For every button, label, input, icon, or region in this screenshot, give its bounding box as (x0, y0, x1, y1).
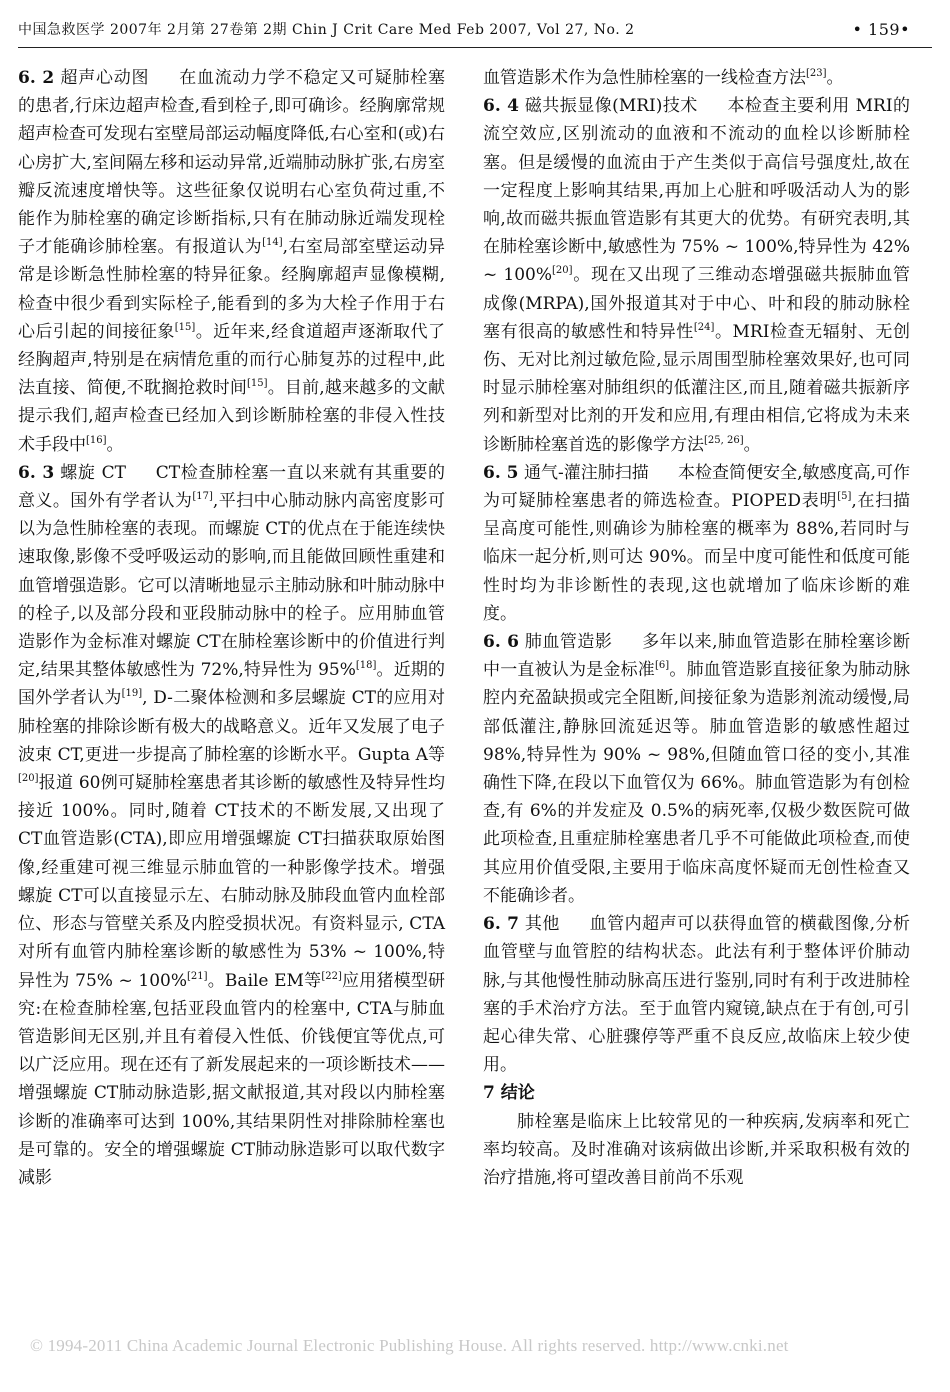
paragraph-text: 应用猪模型研究:在检查肺栓塞,包括亚段血管内的栓塞中, CTA与肺血管造影间无区别,并且有着侵入性低、价钱便宜等优点,可以广泛应用。现在还有了新发展起来的一项诊断技术——增强螺旋 CT肺动脉造影,据文献报道,其对段以内肺栓塞诊断的准确率可达到 100%,其结果阴性对排除肺栓塞也是可靠的。安全的增强螺旋 CT肺动脉造影可以取代数字减影 (18, 970, 446, 1188)
citation[interactable]: [18] (355, 660, 377, 672)
citation[interactable]: [17] (192, 491, 213, 503)
section-number: 6. 3 (18, 462, 55, 483)
citation[interactable]: [14] (262, 237, 283, 249)
paragraph-text: 血管内超声可以获得血管的横截图像,分析血管壁与血管腔的结构状态。此法有利于整体评价肺动脉,与其他慢性肺动脉高压进行鉴别,同时有利于改进肺栓塞的手术治疗方法。至于血管内窥镜,缺点在于有创,可引起心律失常、心脏骤停等严重不良反应,故临床上较少使用。 (483, 914, 911, 1076)
paragraph-text: 。肺血管造影直接征象为肺动脉腔内充盈缺损或完全阻断,间接征象为造影剂流动缓慢,局部低灌注,静脉回流延迟等。肺血管造影的敏感性超过 98%,特异性为 90% ~ 98%,但随血管口径的变小,其准确性下降,在段以下血管仅为 66%。肺血管造影为有创检查,有 6%的并发症及 0.5%的病死率,仅极少数医院可做此项检查,且重症肺栓塞患者几乎不可能做此项检查,而使其应用价值受限,主要用于临床高度怀疑而无创性检查又不能确诊者。 (483, 660, 911, 906)
paragraph-text: 。现在又出现了三维动态增强磁共振肺血管成像(MRPA),国外报道其对于中心、叶和段的肺动脉栓塞有很高的敏感性和特异性 (483, 265, 911, 342)
section-6-7 (483, 910, 910, 1079)
copyright-watermark: © 1994-2011 China Academic Journal Electronic Publishing House. All rights reserved. http://www.cnki.net (30, 1336, 789, 1355)
paragraph-text: 血管造影术作为急性肺栓塞的一线检查方法 (483, 68, 806, 88)
running-header (18, 18, 910, 42)
citation[interactable]: [20] (18, 773, 39, 785)
page-number: • 159• (852, 20, 910, 39)
paragraph-text: 多年以来,肺血管造影在肺栓塞诊断中一直被认为是金标准 (483, 632, 911, 681)
section-number: 6. 7 (483, 914, 519, 935)
paragraph-text: 在血流动力学不稳定又可疑肺栓塞的患者,行床边超声检查,看到栓子,即可确诊。经胸廓常规超声检查可发现右室壁局部运动幅度降低,右心室和(或)右心房扩大,室间隔左移和运动异常,近端肺动脉扩张,右房室瓣反流速度增快等。这些征象仅说明右心室负荷过重,不能作为肺栓塞的确定诊断指标,只有在肺动脉近端发现栓子才能确诊肺栓塞。有报道认为 (18, 68, 445, 258)
paragraph-text: 。 (826, 68, 844, 88)
paragraph-text: 。Baile EM等 (207, 970, 322, 991)
section-number: 6. 2 (18, 68, 55, 88)
citation[interactable]: [5] (837, 491, 852, 503)
left-column (18, 64, 445, 1192)
section-number: 6. 5 (483, 462, 519, 483)
paragraph-text: 。近年来,经食道超声逐渐取代了经胸超声,特别是在病情危重的而行心肺复苏的过程中,此法直接、简便,不耽搁抢救时间 (18, 321, 446, 399)
header-rule (18, 47, 932, 48)
paragraph-text: 。近期的国外学者认为 (18, 660, 446, 709)
continued-paragraph (483, 64, 910, 92)
section-6-5 (483, 459, 910, 628)
citation[interactable]: [15] (174, 321, 196, 333)
section-number: 6. 6 (483, 632, 519, 653)
right-column (483, 64, 910, 1192)
section-6-2 (18, 64, 445, 459)
section-title: 其他 (524, 914, 560, 935)
paragraph-text: 报道 60例可疑肺栓塞患者其诊断的敏感性及特异性均接近 100%。同时,随着 CT技术的不断发展,又出现了 CT血管造影(CTA),即应用增强螺旋 CT扫描获取原始图像,经重建可视三维显示肺血管的一种影像学技术。增强螺旋 CT可以直接显示左、右肺动脉及肺段血管内血栓部位、形态与管壁关系及内腔受损状况。有资料显示, CTA对所有血管内肺栓塞诊断的敏感性为 53% ~ 100%,特异性为 75% ~ 100% (18, 773, 445, 991)
paragraph-text: 。目前,越来越多的文献提示我们,超声检查已经加入到诊断肺栓塞的非侵入性技术手段中 (18, 378, 445, 455)
paragraph-text: ,平扫中心肺动脉内高密度影可以为急性肺栓塞的表现。而螺旋 CT的优点在于能连续快速取像,影像不受呼吸运动的影响,而且能做回顾性重建和血管增强造影。它可以清晰地显示主肺动脉和叶肺动脉中的栓子,以及部分段和亚段肺动脉中的栓子。应用肺血管造影作为金标准对螺旋 CT在肺栓塞诊断中的价值进行判定,结果其整体敏感性为 72%,特异性为 95% (18, 491, 445, 681)
section-6-4 (483, 92, 910, 459)
citation[interactable]: [15] (247, 378, 268, 390)
paragraph-text: ,右室局部室壁运动异常是诊断急性肺栓塞的特异征象。经胸廓超声显像模糊,检查中很少看到实际栓子,能看到的多为大栓子作用于右心后引起的间接征象 (18, 237, 445, 342)
paragraph-text: 。MRI检查无辐射、无创伤、无对比剂过敏危险,显示周围型肺栓塞效果好,也可同时显示肺栓塞对肺组织的低灌注区,而且,随着磁共振新序列和新型对比剂的开发和应用,有理由相信,它将成为未来诊断肺栓塞首选的影像学方法 (483, 321, 910, 455)
citation[interactable]: [22] (321, 970, 342, 982)
section-6-6 (483, 628, 910, 910)
citation[interactable]: [16] (86, 434, 107, 446)
citation[interactable]: [6] (655, 660, 670, 672)
paragraph-text: , D-二聚体检测和多层螺旋 CT的应用对肺栓塞的排除诊断有极大的战略意义。近年又发展了电子波束 CT,更进一步提高了肺栓塞的诊断水平。Gupta A等 (18, 688, 445, 765)
section-number: 6. 4 (483, 96, 519, 117)
section-title: 通气-灌注肺扫描 (523, 462, 649, 483)
journal-citation: 中国急救医学 2007年 2月第 27卷第 2期 Chin J Crit Care Med Feb 2007, Vol 27, No. 2 (18, 22, 635, 38)
section-title: 肺血管造影 (524, 632, 613, 653)
section-6-3 (18, 459, 445, 1192)
paragraph-text: 。 (743, 434, 761, 455)
paragraph-text: ,在扫描呈高度可能性,则确诊为肺栓塞的概率为 88%,若同时与临床一起分析,则可达 90%。而呈中度可能性和低度可能性时均为非诊断性的表现,这也就增加了临床诊断的难度。 (483, 491, 910, 624)
conclusion-paragraph: 肺栓塞是临床上比较常见的一种疾病,发病率和死亡率均较高。及时准确对该病做出诊断,并采取积极有效的治疗措施,将可望改善目前尚不乐观 (483, 1111, 910, 1188)
paragraph-text: CT检查肺栓塞一直以来就有其重要的意义。国外有学者认为 (18, 462, 445, 512)
paragraph-text: 本检查简便安全,敏感度高,可作为可疑肺栓塞患者的筛选检查。PIOPED表明 (483, 462, 911, 512)
section-title: 磁共振显像(MRI)技术 (524, 96, 698, 117)
paragraph-text: 。 (106, 434, 124, 455)
citation[interactable]: [21] (187, 970, 208, 982)
paragraph-text: 本检查主要利用 MRI的流空效应,区别流动的血液和不流动的血栓以诊断肺栓塞。但是缓慢的血流由于产生类似于高信号强度灶,故在一定程度上影响其结果,再加上心脏和呼吸活动人为的影响,故而磁共振血管造影有其更大的优势。有研究表明,其在肺栓塞诊断中,敏感性为 75% ~ 100%,特异性为 42% ~ 100% (483, 96, 910, 286)
citation[interactable]: [20] (552, 265, 573, 277)
citation[interactable]: [25, 26] (704, 434, 744, 446)
citation[interactable]: [19] (121, 688, 143, 700)
citation[interactable]: [23] (806, 68, 827, 79)
citation[interactable]: [24] (693, 321, 715, 333)
section-title: 超声心动图 (60, 68, 150, 88)
section-title: 螺旋 CT (60, 462, 126, 483)
section-7-heading: 7 结论 (483, 1083, 535, 1104)
